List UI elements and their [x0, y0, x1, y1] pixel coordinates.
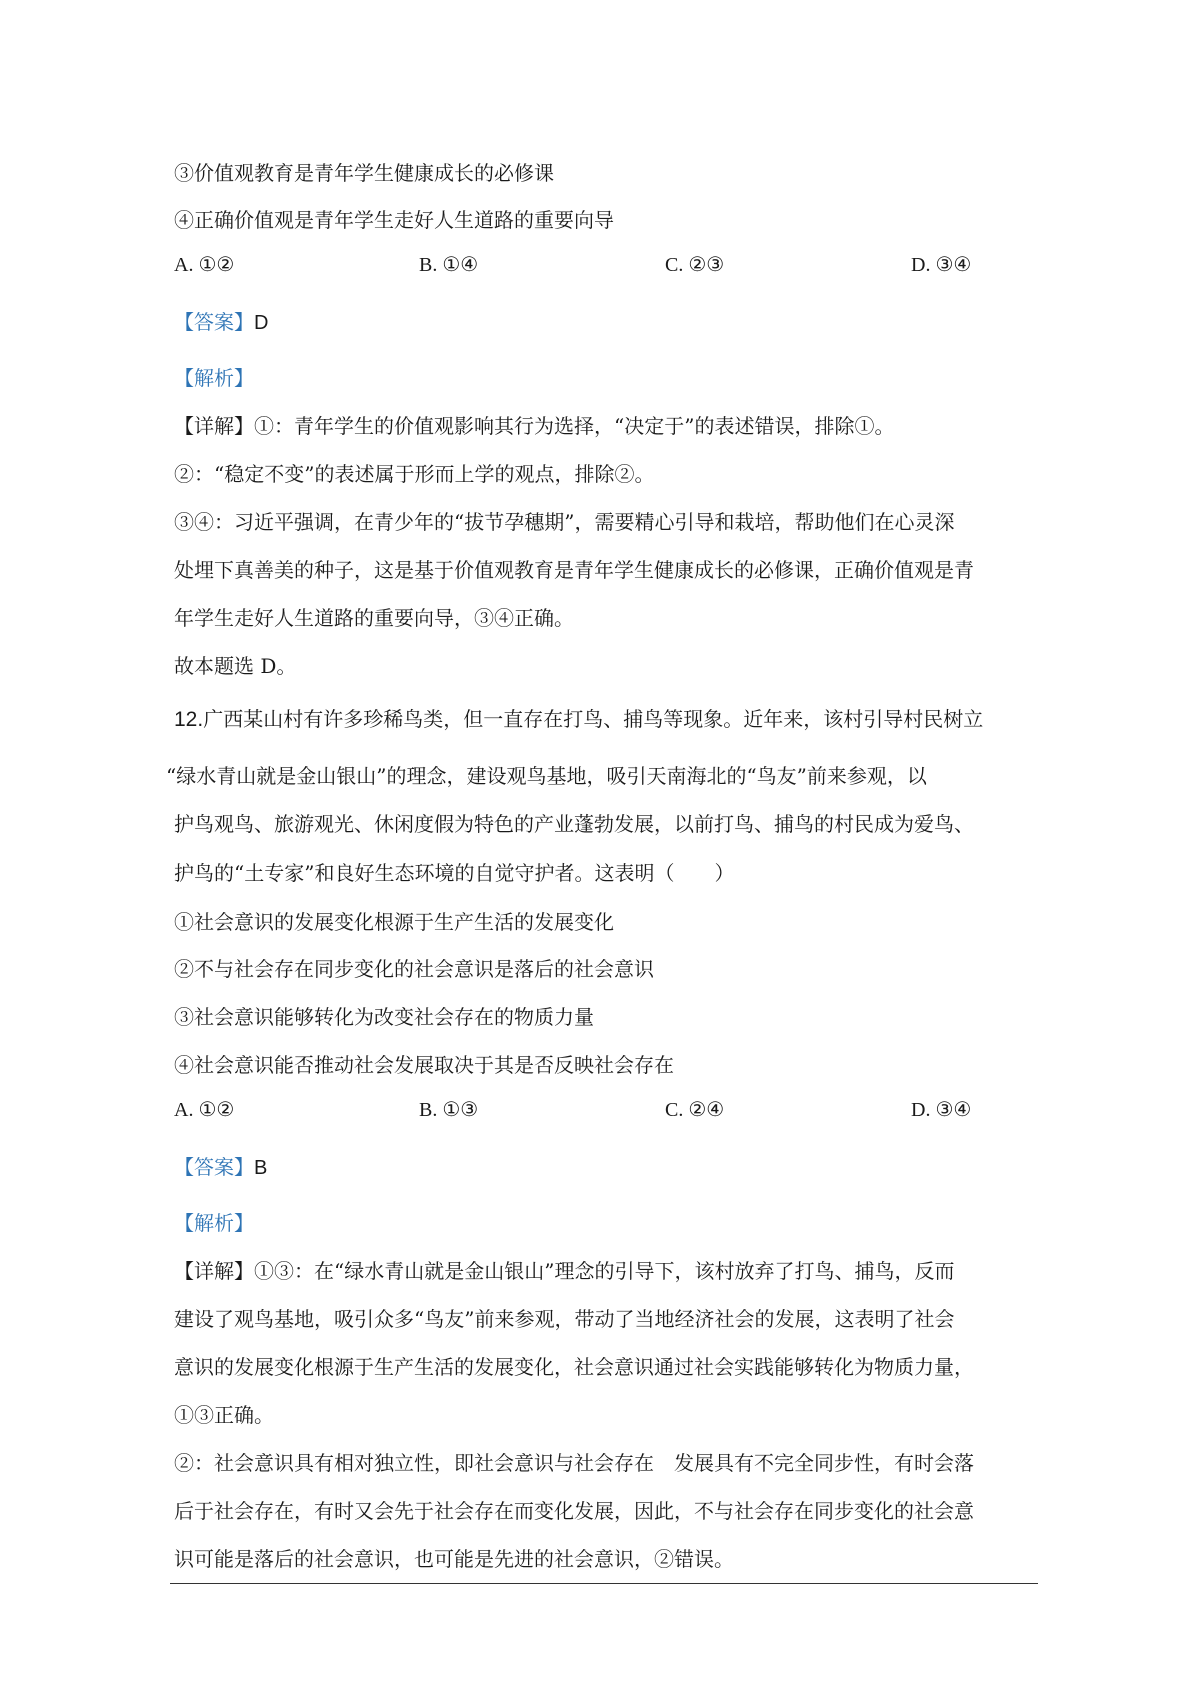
statement-4: ④正确价值观是青年学生走好人生道路的重要向导 [174, 208, 614, 232]
statement-3: ③社会意识能够转化为改变社会存在的物质力量 [174, 1005, 594, 1029]
detail-line: 处埋下真善美的种子，这是基于价值观教育是青年学生健康成长的必修课，正确价值观是青 [174, 558, 974, 582]
detail-line: 意识的发展变化根源于生产生活的发展变化，社会意识通过社会实践能够转化为物质力量， [174, 1355, 974, 1379]
analysis-label: 【解析】 [174, 366, 254, 390]
answer-label: 【答案】 [174, 310, 254, 334]
answer-value: D [254, 312, 269, 334]
option-c: C. ②③ [665, 254, 725, 276]
analysis-label: 【解析】 [174, 1211, 254, 1235]
option-d: D. ③④ [911, 254, 972, 276]
detail-line: 识可能是落后的社会意识，也可能是先进的社会意识，②错误。 [174, 1547, 734, 1571]
option-a: A. ①② [174, 1099, 235, 1121]
option-a: A. ①② [174, 254, 235, 276]
detail-line: ②：“稳定不变”的表述属于形而上学的观点，排除②。 [174, 462, 655, 486]
option-c: C. ②④ [665, 1099, 725, 1121]
answer-row [174, 1151, 267, 1180]
option-b: B. ①③ [419, 1099, 479, 1121]
statement-1: ①社会意识的发展变化根源于生产生活的发展变化 [174, 910, 614, 934]
question-stem-line: “绿水青山就是金山银山”的理念，建设观鸟基地，吸引天南海北的“鸟友”前来参观，以 [166, 764, 927, 788]
statement-3: ③价值观教育是青年学生健康成长的必修课 [174, 161, 554, 185]
statement-4: ④社会意识能否推动社会发展取决于其是否反映社会存在 [174, 1053, 674, 1077]
detail-line: 后于社会存在，有时又会先于社会存在而变化发展，因此，不与社会存在同步变化的社会意 [174, 1499, 974, 1523]
option-b: B. ①④ [419, 254, 479, 276]
question-number: 12. [174, 708, 204, 731]
detail-line: 【详解】①：青年学生的价值观影响其行为选择，“决定于”的表述错误，排除①。 [174, 414, 895, 438]
question-stem-line: 12.广西某山村有许多珍稀鸟类，但一直存在打鸟、捕鸟等现象。近年来，该村引导村民树立 [174, 707, 984, 731]
question-stem-line: 护鸟观鸟、旅游观光、休闲度假为特色的产业蓬勃发展，以前打鸟、捕鸟的村民成为爱鸟、 [174, 812, 974, 836]
option-d: D. ③④ [911, 1099, 972, 1121]
answer-row [174, 306, 268, 335]
footer-divider [170, 1583, 1038, 1584]
statement-2: ②不与社会存在同步变化的社会意识是落后的社会意识 [174, 957, 654, 981]
detail-line: 建设了观鸟基地，吸引众多“鸟友”前来参观，带动了当地经济社会的发展，这表明了社会 [174, 1307, 955, 1331]
detail-line: ③④：习近平强调，在青少年的“拔节孕穗期”，需要精心引导和栽培，帮助他们在心灵深 [174, 510, 955, 534]
answer-value: B [254, 1157, 268, 1179]
detail-line: ②：社会意识具有相对独立性，即社会意识与社会存在 发展具有不完全同步性，有时会落 [174, 1451, 974, 1475]
detail-line: ①③正确。 [174, 1403, 274, 1427]
answer-label: 【答案】 [174, 1155, 254, 1179]
detail-line: 年学生走好人生道路的重要向导，③④正确。 [174, 606, 574, 630]
question-stem-line: 护鸟的“土专家”和良好生态环境的自觉守护者。这表明（ ） [174, 861, 735, 885]
detail-line: 【详解】①③：在“绿水青山就是金山银山”理念的引导下，该村放弃了打鸟、捕鸟，反而 [174, 1259, 955, 1283]
detail-line: 故本题选 D。 [174, 654, 297, 678]
